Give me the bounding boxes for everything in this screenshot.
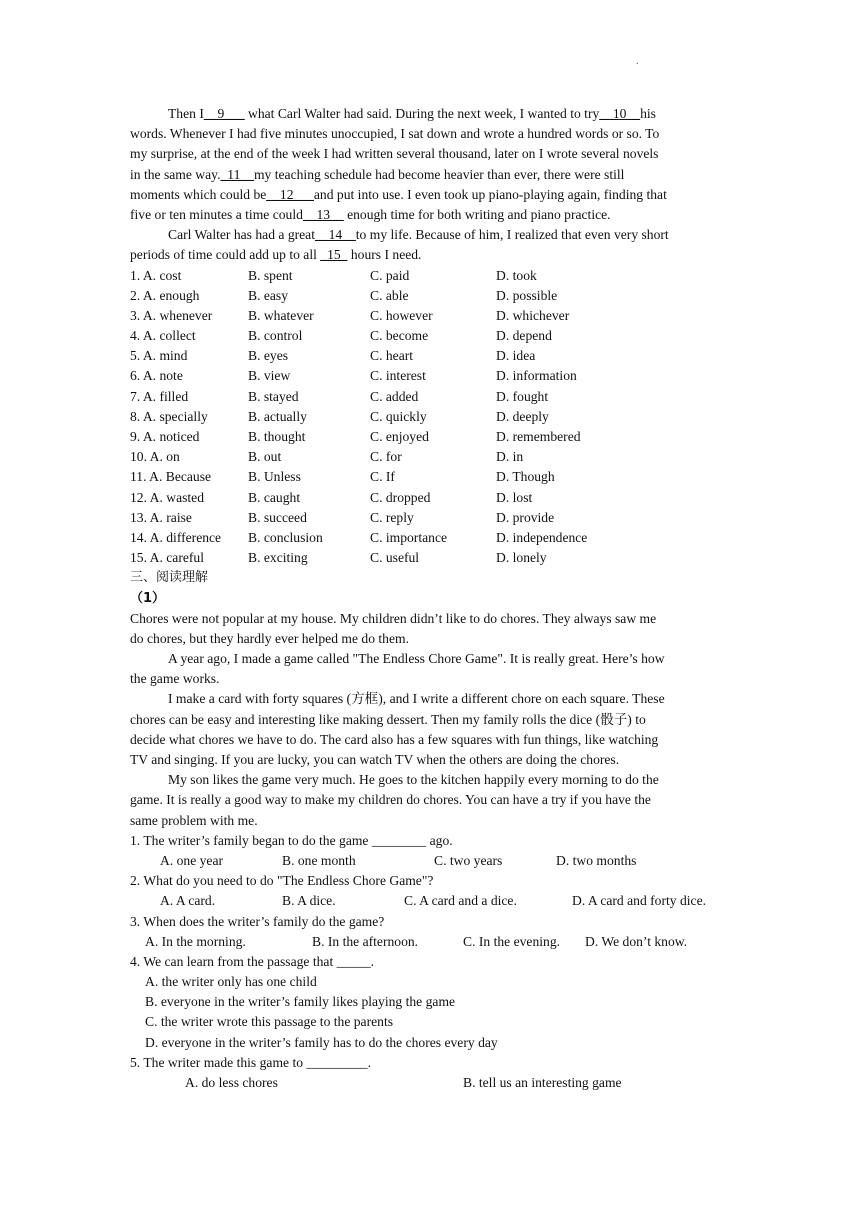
- cloze-text: periods of time could add up to all: [130, 247, 321, 263]
- cloze-line: [130, 185, 730, 205]
- option-c: C. dropped: [370, 489, 431, 505]
- option-row: [130, 548, 730, 568]
- question-stem: 5. The writer made this game to _________.: [130, 1054, 371, 1070]
- option-d: D. fought: [496, 388, 549, 404]
- option-d: D. whichever: [496, 307, 570, 323]
- option-a: 8. A. specially: [130, 408, 208, 424]
- document-content: [130, 104, 730, 1093]
- option-b: B. actually: [248, 408, 307, 424]
- question-options-row: [130, 932, 730, 952]
- question-option[interactable]: D. A card and forty dice.: [572, 893, 707, 909]
- cloze-text: Carl Walter has had a great: [168, 227, 315, 243]
- cloze-line: [130, 245, 730, 265]
- option-c: C. however: [370, 307, 433, 323]
- option-d: D. in: [496, 449, 524, 465]
- option-row: [130, 366, 730, 386]
- question-option[interactable]: A. the writer only has one child: [145, 974, 317, 990]
- option-c: C. added: [370, 388, 419, 404]
- question-option[interactable]: B. A dice.: [282, 893, 336, 909]
- option-a: 14. A. difference: [130, 529, 222, 545]
- option-d: D. Though: [496, 469, 555, 485]
- question-option[interactable]: C. A card and a dice.: [404, 893, 517, 909]
- option-row: [130, 286, 730, 306]
- option-row: [130, 306, 730, 326]
- cloze-options: [130, 266, 730, 569]
- option-a: 4. A. collect: [130, 328, 196, 344]
- option-b: B. view: [248, 368, 291, 384]
- question-options-row: [130, 891, 730, 911]
- passage-line: TV and singing. If you are lucky, you can watch TV when the others are doing the chores.: [130, 752, 620, 767]
- question-option[interactable]: A. A card.: [160, 893, 216, 909]
- cloze-line: [130, 225, 730, 245]
- question-stem: 3. When does the writer’s family do the game?: [130, 913, 385, 929]
- option-b: B. conclusion: [248, 529, 323, 545]
- cloze-line: [130, 104, 730, 124]
- option-d: D. deeply: [496, 408, 549, 424]
- section-heading: 三、阅读理解: [130, 570, 209, 586]
- option-row: [130, 488, 730, 508]
- question-option[interactable]: C. the writer wrote this passage to the parents: [145, 1014, 394, 1030]
- option-b: B. stayed: [248, 388, 299, 404]
- passage-line: the game works.: [130, 671, 220, 687]
- option-c: C. for: [370, 449, 402, 465]
- option-row: [130, 326, 730, 346]
- cloze-text: Then I: [168, 106, 204, 121]
- option-d: D. lonely: [496, 550, 547, 566]
- cloze-text: enough time for both writing and piano practice.: [343, 206, 611, 222]
- cloze-blank-11: _11__: [220, 166, 254, 182]
- option-b: B. succeed: [248, 509, 307, 525]
- option-b: B. Unless: [248, 469, 301, 485]
- option-b: B. whatever: [248, 307, 314, 323]
- passage-line: A year ago, I made a game called "The Endless Chore Game". It is really great. Here’s how: [168, 651, 665, 667]
- cloze-blank-9: __9___: [203, 106, 245, 121]
- cloze-blank-14: __14__: [315, 227, 356, 243]
- option-d: D. information: [496, 368, 577, 384]
- question-options-row: [130, 1073, 730, 1093]
- cloze-line: [130, 165, 730, 185]
- question-option[interactable]: A. one year: [160, 852, 224, 868]
- passage-line: do chores, but they hardly ever helped me do them.: [130, 630, 409, 646]
- option-c: C. paid: [370, 267, 410, 283]
- question-option[interactable]: A. In the morning.: [145, 933, 246, 949]
- cloze-text: his: [640, 106, 656, 121]
- cloze-text: what Carl Walter had said. During the next week, I wanted to try: [244, 106, 600, 121]
- option-row: [130, 266, 730, 286]
- question-option[interactable]: D. We don’t know.: [585, 933, 688, 949]
- option-c: C. able: [370, 287, 409, 303]
- option-b: B. easy: [248, 287, 289, 303]
- option-c: C. interest: [370, 368, 426, 384]
- cloze-text: five or ten minutes a time could: [130, 206, 303, 222]
- option-c: C. If: [370, 469, 395, 485]
- option-d: D. remembered: [496, 429, 581, 444]
- option-c: C. become: [370, 328, 429, 344]
- cloze-text: hours I need.: [347, 247, 422, 263]
- reading-questions: [130, 831, 730, 1093]
- cloze-text: to my life. Because of him, I realized that even very short: [355, 227, 669, 243]
- cloze-text: in the same way.: [130, 166, 221, 182]
- option-b: B. eyes: [248, 348, 289, 364]
- option-row: [130, 427, 730, 447]
- option-c: C. reply: [370, 509, 414, 525]
- option-a: 11. A. Because: [130, 469, 212, 485]
- passage-label: （1）: [130, 590, 166, 606]
- option-a: 9. A. noticed: [130, 429, 200, 444]
- cloze-line: words. Whenever I had five minutes unoccupied, I sat down and wrote a hundred words or so. To: [130, 126, 660, 142]
- reading-passage: [130, 609, 730, 831]
- cloze-line: [130, 205, 730, 225]
- question-option[interactable]: B. tell us an interesting game: [463, 1075, 622, 1090]
- option-a: 10. A. on: [130, 449, 180, 465]
- cloze-blank-12: __12___: [266, 186, 314, 202]
- cloze-blank-10: __10__: [599, 106, 641, 121]
- question-stem: 1. The writer’s family began to do the game ________ ago.: [130, 832, 453, 848]
- cloze-text: moments which could be: [130, 186, 267, 202]
- option-c: C. quickly: [370, 408, 427, 424]
- option-a: 12. A. wasted: [130, 489, 205, 505]
- question-option[interactable]: C. two years: [434, 852, 503, 868]
- option-a: 1. A. cost: [130, 267, 182, 283]
- option-d: D. idea: [496, 348, 536, 364]
- passage-line: game. It is really a good way to make my children do chores. You can have a try if you have the: [130, 792, 651, 808]
- option-a: 13. A. raise: [130, 509, 192, 525]
- option-d: D. depend: [496, 328, 552, 344]
- option-b: B. out: [248, 449, 282, 465]
- cloze-blank-13: __13__: [302, 206, 344, 222]
- option-a: 7. A. filled: [130, 388, 189, 404]
- option-row: [130, 528, 730, 548]
- question-option[interactable]: D. two months: [556, 852, 637, 868]
- option-a: 2. A. enough: [130, 287, 200, 303]
- question-option[interactable]: B. one month: [282, 852, 356, 868]
- option-b: B. control: [248, 328, 303, 344]
- question-option[interactable]: B. everyone in the writer’s family likes playing the game: [145, 994, 456, 1010]
- option-b: B. exciting: [248, 550, 308, 566]
- passage-line: chores can be easy and interesting like making dessert. Then my family rolls the dice (骰子) to: [130, 711, 646, 727]
- passage-line: same problem with me.: [130, 812, 258, 828]
- option-c: C. useful: [370, 550, 420, 566]
- option-d: D. provide: [496, 509, 555, 525]
- option-a: 5. A. mind: [130, 348, 188, 364]
- question-options-row: [130, 851, 730, 871]
- option-c: C. enjoyed: [370, 429, 429, 444]
- cloze-text: and put into use. I even took up piano-playing again, finding that: [313, 186, 667, 202]
- passage-line: I make a card with forty squares (方框), and I write a different chore on each square. These: [168, 691, 665, 707]
- option-d: D. independence: [496, 529, 588, 545]
- option-a: 6. A. note: [130, 368, 183, 384]
- option-d: D. possible: [496, 287, 558, 303]
- passage-line: decide what chores we have to do. The card also has a few squares with fun things, like watching: [130, 731, 659, 747]
- option-b: B. caught: [248, 489, 301, 505]
- passage-line: My son likes the game very much. He goes to the kitchen happily every morning to do the: [168, 772, 659, 788]
- question-stem: 2. What do you need to do "The Endless Chore Game"?: [130, 873, 434, 889]
- question-option[interactable]: A. do less chores: [185, 1075, 278, 1090]
- option-row: [130, 508, 730, 528]
- option-a: 15. A. careful: [130, 550, 204, 566]
- option-a: 3. A. whenever: [130, 307, 213, 323]
- option-c: C. importance: [370, 529, 448, 545]
- option-c: C. heart: [370, 348, 414, 364]
- option-b: B. spent: [248, 267, 293, 283]
- cloze-blank-15: _15_: [320, 247, 348, 263]
- option-row: [130, 387, 730, 407]
- question-option[interactable]: C. In the evening.: [463, 933, 561, 949]
- option-row: [130, 407, 730, 427]
- option-d: D. took: [496, 267, 537, 283]
- option-d: D. lost: [496, 489, 533, 505]
- option-row: [130, 467, 730, 487]
- option-b: B. thought: [248, 429, 306, 444]
- option-row: [130, 346, 730, 366]
- cloze-line: my surprise, at the end of the week I had written several thousand, later on I wrote several novels: [130, 146, 659, 162]
- cloze-text: my teaching schedule had become heavier than ever, there were still: [253, 166, 625, 182]
- question-stem: 4. We can learn from the passage that _____.: [130, 953, 375, 969]
- question-option[interactable]: D. everyone in the writer’s family has to do the chores every day: [145, 1034, 498, 1050]
- option-row: [130, 447, 730, 467]
- question-option[interactable]: B. In the afternoon.: [312, 933, 419, 949]
- header-dot: .: [636, 56, 639, 67]
- passage-line: Chores were not popular at my house. My children didn’t like to do chores. They always saw me: [130, 610, 657, 626]
